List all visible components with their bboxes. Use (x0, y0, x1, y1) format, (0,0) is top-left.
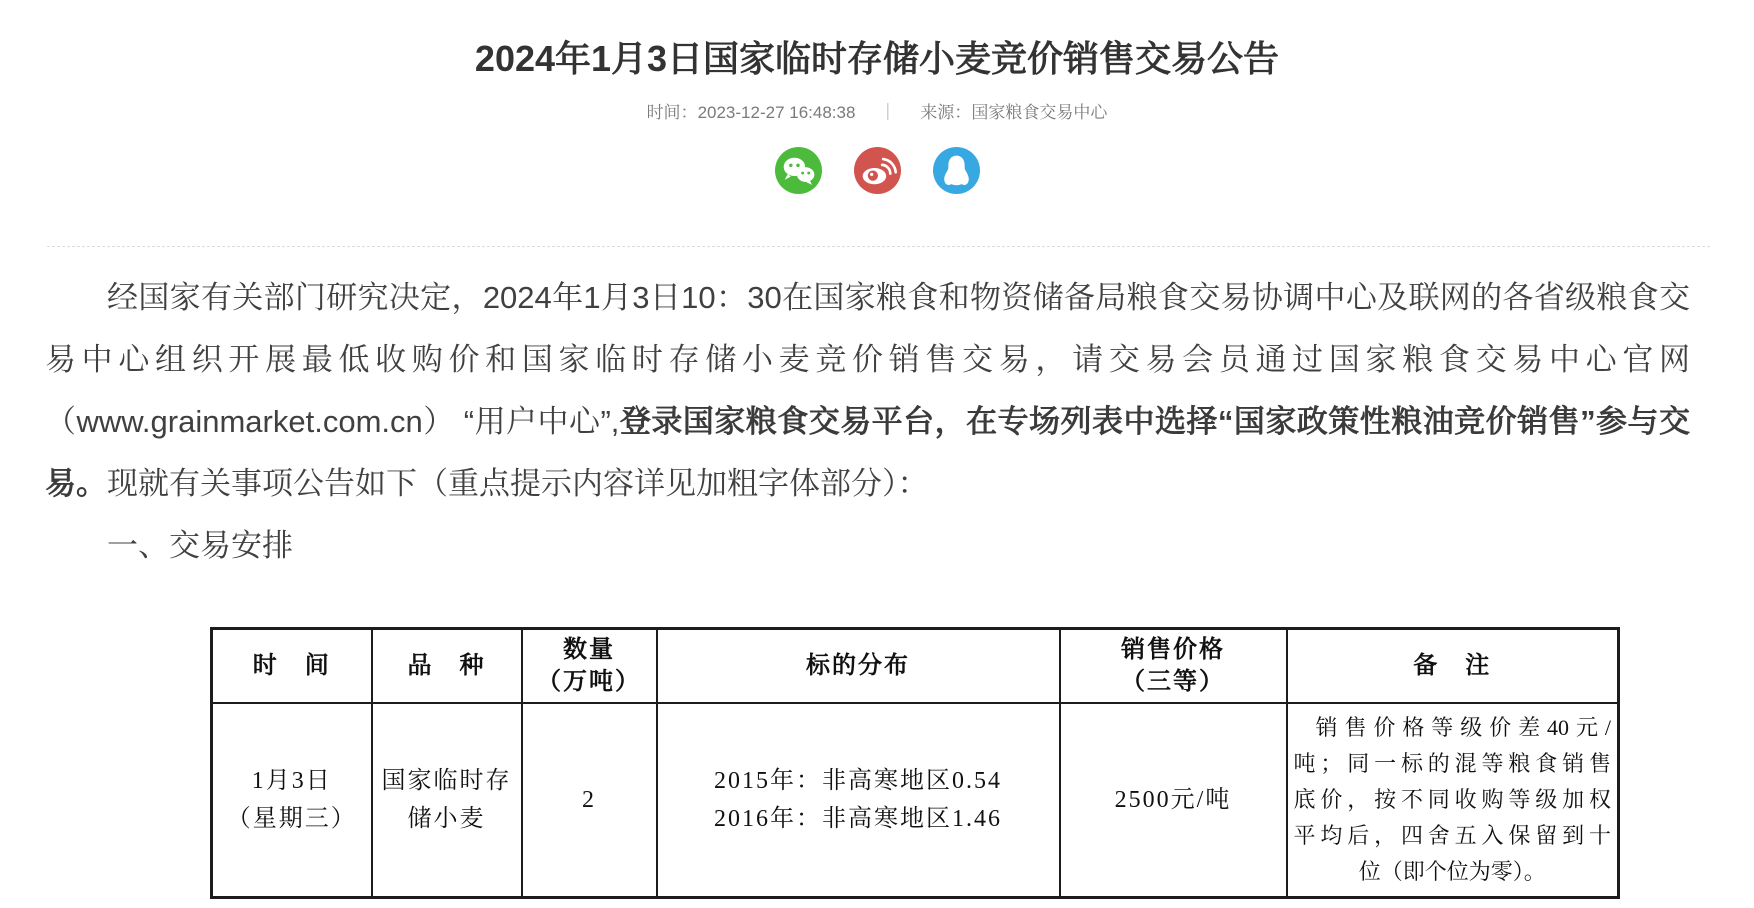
distribution-line-2015: 2015年：非高寒地区0.54 (714, 768, 1002, 794)
meta-separator: ｜ (879, 103, 897, 122)
qq-icon (933, 147, 980, 194)
remarks-line3: 底价，按不同收购等级加权 (1293, 787, 1611, 812)
col-header-distribution (657, 629, 1060, 704)
col-header-variety (372, 629, 522, 704)
cell-variety-line2: 储小麦 (407, 806, 486, 832)
col-header-distribution-label: 标的分布 (806, 653, 910, 679)
cell-quantity: 2 (522, 703, 657, 898)
col-header-time-label: 时 间 (252, 653, 331, 679)
announcement-paragraph (45, 267, 1690, 515)
meta-line (0, 98, 1754, 123)
distribution-lines (714, 762, 1002, 838)
distribution-line-2016: 2016年：非高寒地区1.46 (714, 806, 1002, 832)
cell-remarks (1287, 703, 1619, 898)
table-row (212, 703, 1619, 898)
cell-time (212, 703, 372, 898)
col-header-quantity (522, 629, 657, 704)
cell-time-line1: 1月3日 (251, 768, 332, 794)
cell-variety-line1: 国家临时存 (381, 768, 512, 794)
paragraph-bold-text: 登录国家粮食交易平台，在专场列表中选择“国家政策性粮油竞价销售”参与交易。 (45, 404, 1690, 501)
col-header-price-line2: （三等） (1121, 669, 1225, 695)
trade-arrangement-table (210, 627, 1620, 899)
cell-distribution (657, 703, 1060, 898)
meta-source-value: 国家粮食交易中心 (971, 103, 1108, 122)
col-header-price-line1: 销售价格 (1121, 637, 1225, 663)
content-divider (47, 246, 1710, 247)
wechat-icon (775, 147, 822, 194)
col-header-variety-label: 品 种 (407, 653, 486, 679)
remarks-line5: 位（即个位为零）。 (1358, 859, 1546, 884)
col-header-remarks (1287, 629, 1619, 704)
cell-time-line2: （星期三） (226, 806, 357, 832)
col-header-quantity-line2: （万吨） (537, 669, 641, 695)
paragraph-text-lead: 经国家有关部门研究决定，2024年1月3日10：30在国家粮食和物资储备局粮食交易协调中心及联网的各省级粮食交易中心组织开展最低收购价和国家临时存储小麦竞价销售交易，请交易会员通过国家粮食交易中心官网（www.grainmarket.com.cn） “用户中心”, (45, 280, 1690, 439)
section-heading-trade-arrangement: 一、交易安排 (107, 528, 293, 563)
remarks-line2: 吨；同一标的混等粮食销售 (1293, 751, 1611, 776)
remarks-line1: 销售价格等级价差40元/ (1315, 715, 1611, 740)
paragraph-text-tail: 现就有关事项公告如下（重点提示内容详见加粗字体部分）： (107, 466, 929, 501)
share-buttons (0, 147, 1754, 194)
col-header-time (212, 629, 372, 704)
wechat-share-button[interactable] (775, 147, 822, 194)
col-header-remarks-label: 备 注 (1413, 653, 1492, 679)
remarks-line4: 平均后，四舍五入保留到十 (1293, 823, 1611, 848)
col-header-quantity-line1: 数量 (563, 637, 615, 663)
weibo-share-button[interactable] (854, 147, 901, 194)
remarks-text (1294, 710, 1612, 890)
announcement-content (0, 267, 1754, 899)
table-header-row (212, 629, 1619, 704)
cell-price: 2500元/吨 (1060, 703, 1287, 898)
meta-time-value: 2023-12-27 16:48:38 (697, 103, 856, 122)
cell-variety (372, 703, 522, 898)
meta-source-label: 来源： (920, 103, 972, 122)
meta-time-label: 时间： (646, 103, 698, 122)
page-title: 2024年1月3日国家临时存储小麦竞价销售交易公告 (474, 38, 1280, 79)
weibo-icon (854, 147, 901, 194)
col-header-price (1060, 629, 1287, 704)
qq-share-button[interactable] (933, 147, 980, 194)
